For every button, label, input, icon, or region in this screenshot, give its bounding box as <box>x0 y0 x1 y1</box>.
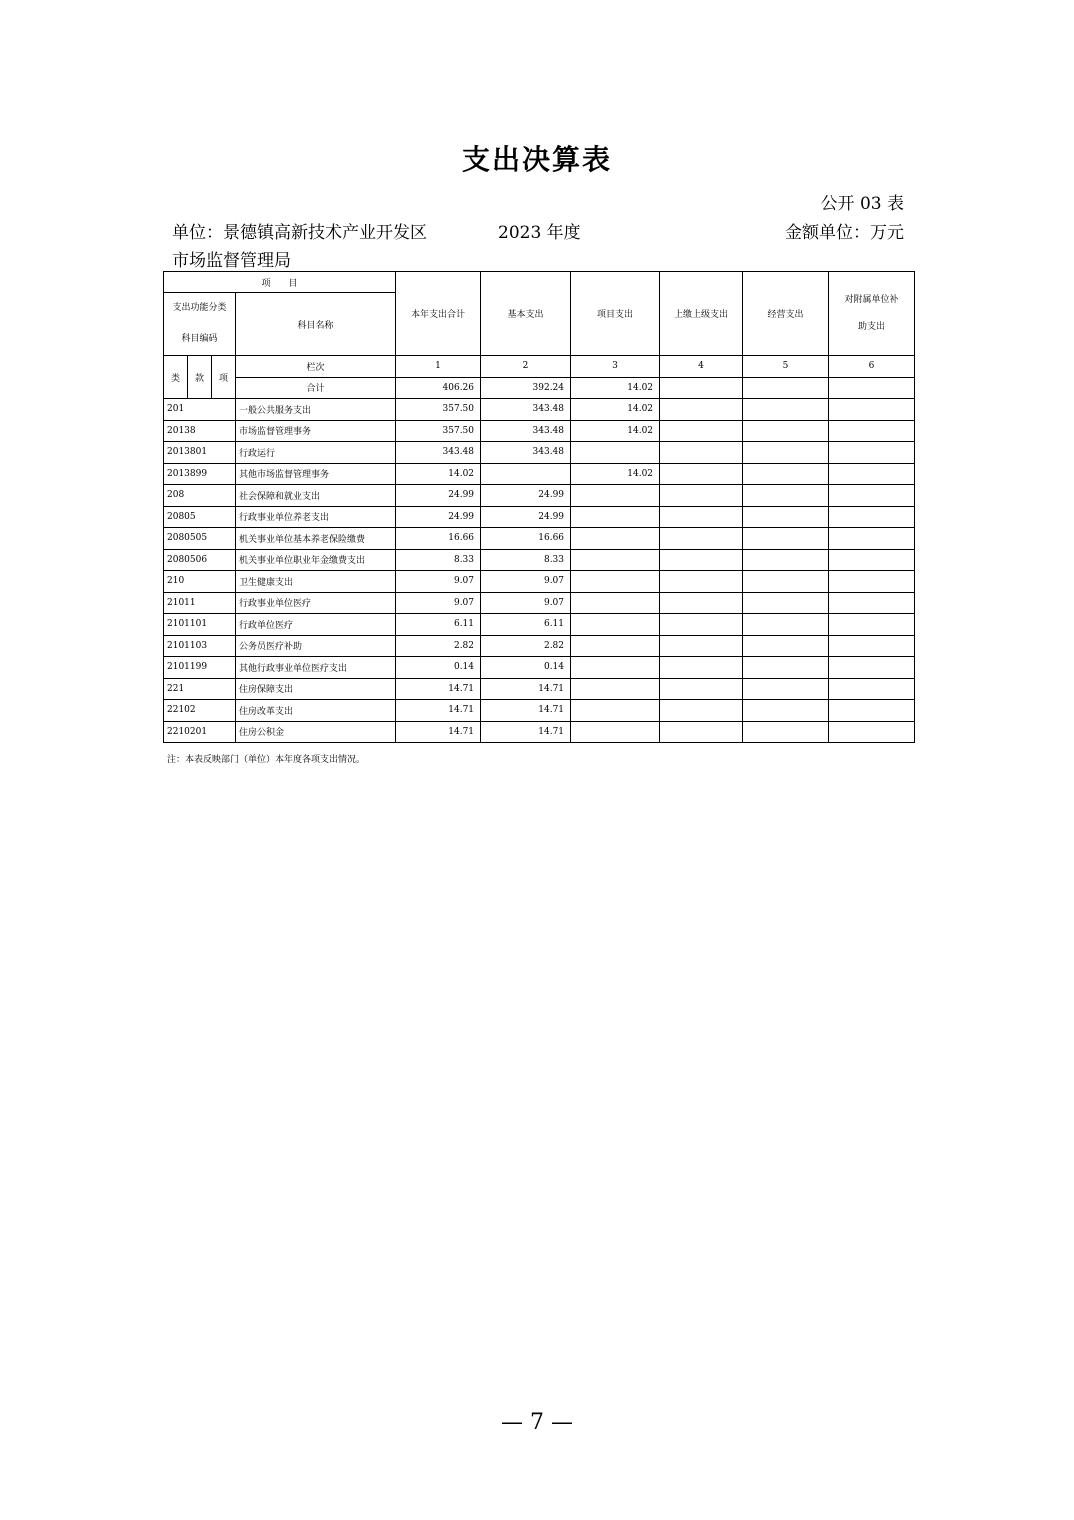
row-upper <box>660 635 743 657</box>
table-row <box>164 399 915 421</box>
header-subsidy-line2: 助支出 <box>858 321 886 332</box>
row-project: 14.02 <box>571 420 660 442</box>
row-project <box>571 442 660 464</box>
table-row <box>164 721 915 743</box>
row-subject-name: 其他市场监督管理事务 <box>236 463 396 485</box>
row-subsidy <box>829 485 915 507</box>
sum-row <box>164 377 915 399</box>
table-row <box>164 528 915 550</box>
row-subject-name: 机关事业单位基本养老保险缴费 <box>236 528 396 550</box>
row-upper <box>660 592 743 614</box>
row-code: 20138 <box>164 420 236 442</box>
row-project <box>571 700 660 722</box>
row-basic: 343.48 <box>481 442 571 464</box>
row-total: 14.71 <box>396 678 481 700</box>
row-subject-name: 住房保障支出 <box>236 678 396 700</box>
row-total: 14.02 <box>396 463 481 485</box>
row-business <box>743 528 829 550</box>
row-business <box>743 485 829 507</box>
col-num-6: 6 <box>829 356 915 378</box>
row-project <box>571 614 660 636</box>
table-row <box>164 485 915 507</box>
page-title: 支出决算表 <box>461 143 612 176</box>
row-basic: 343.48 <box>481 399 571 421</box>
row-upper <box>660 485 743 507</box>
row-subsidy <box>829 506 915 528</box>
row-subject-name: 行政运行 <box>236 442 396 464</box>
sum-upper <box>660 377 743 399</box>
col-num-5: 5 <box>743 356 829 378</box>
table-row <box>164 614 915 636</box>
row-basic: 24.99 <box>481 485 571 507</box>
row-business <box>743 657 829 679</box>
row-basic: 9.07 <box>481 592 571 614</box>
row-business <box>743 549 829 571</box>
row-code: 201 <box>164 399 236 421</box>
row-business <box>743 463 829 485</box>
row-subject-name: 一般公共服务支出 <box>236 399 396 421</box>
header-kuan: 款 <box>188 356 212 399</box>
row-subsidy <box>829 420 915 442</box>
header-subsidy <box>829 272 915 356</box>
row-basic: 8.33 <box>481 549 571 571</box>
row-total: 6.11 <box>396 614 481 636</box>
header-basic: 基本支出 <box>481 272 571 356</box>
expenditure-table <box>163 271 915 743</box>
row-subsidy <box>829 442 915 464</box>
row-subsidy <box>829 657 915 679</box>
row-upper <box>660 614 743 636</box>
row-total: 24.99 <box>396 485 481 507</box>
row-upper <box>660 442 743 464</box>
row-basic: 0.14 <box>481 657 571 679</box>
row-subsidy <box>829 635 915 657</box>
row-code: 2080506 <box>164 549 236 571</box>
row-total: 9.07 <box>396 571 481 593</box>
row-subsidy <box>829 463 915 485</box>
unit-label-line2: 市场监督管理局 <box>172 251 291 271</box>
table-row <box>164 420 915 442</box>
row-business <box>743 721 829 743</box>
row-code: 2210201 <box>164 721 236 743</box>
row-code: 20805 <box>164 506 236 528</box>
row-basic: 6.11 <box>481 614 571 636</box>
row-upper <box>660 657 743 679</box>
row-subsidy <box>829 678 915 700</box>
page-number: — 7 — <box>501 1410 573 1435</box>
row-project: 14.02 <box>571 463 660 485</box>
row-project <box>571 571 660 593</box>
row-subject-name: 行政事业单位医疗 <box>236 592 396 614</box>
row-upper <box>660 463 743 485</box>
header-row-3 <box>164 356 915 378</box>
header-row-1 <box>164 272 915 293</box>
row-basic: 9.07 <box>481 571 571 593</box>
sum-project: 14.02 <box>571 377 660 399</box>
row-total: 357.50 <box>396 399 481 421</box>
row-upper <box>660 721 743 743</box>
row-code: 2013801 <box>164 442 236 464</box>
row-business <box>743 399 829 421</box>
table-row <box>164 657 915 679</box>
row-subsidy <box>829 528 915 550</box>
row-total: 14.71 <box>396 700 481 722</box>
row-business <box>743 571 829 593</box>
header-lei: 类 <box>164 356 188 399</box>
row-code: 2101101 <box>164 614 236 636</box>
header-business: 经营支出 <box>743 272 829 356</box>
table-row <box>164 635 915 657</box>
row-project <box>571 635 660 657</box>
row-code: 22102 <box>164 700 236 722</box>
row-upper <box>660 399 743 421</box>
row-project <box>571 657 660 679</box>
row-basic: 343.48 <box>481 420 571 442</box>
fiscal-year: 2023 年度 <box>498 223 581 243</box>
row-code: 210 <box>164 571 236 593</box>
header-func-code <box>164 293 236 356</box>
row-upper <box>660 528 743 550</box>
table-row <box>164 571 915 593</box>
row-project <box>571 549 660 571</box>
amount-unit: 金额单位：万元 <box>785 223 904 243</box>
row-business <box>743 506 829 528</box>
row-subject-name: 住房公积金 <box>236 721 396 743</box>
row-subject-name: 其他行政事业单位医疗支出 <box>236 657 396 679</box>
row-basic: 16.66 <box>481 528 571 550</box>
sum-label: 合计 <box>236 377 396 399</box>
row-project <box>571 528 660 550</box>
table-row <box>164 442 915 464</box>
row-subject-name: 市场监督管理事务 <box>236 420 396 442</box>
row-code: 2080505 <box>164 528 236 550</box>
row-subject-name: 行政单位医疗 <box>236 614 396 636</box>
row-subject-name: 卫生健康支出 <box>236 571 396 593</box>
row-upper <box>660 506 743 528</box>
header-xiang: 项 <box>212 356 236 399</box>
col-num-4: 4 <box>660 356 743 378</box>
row-total: 14.71 <box>396 721 481 743</box>
row-basic: 14.71 <box>481 678 571 700</box>
row-total: 8.33 <box>396 549 481 571</box>
col-num-2: 2 <box>481 356 571 378</box>
header-upper: 上缴上级支出 <box>660 272 743 356</box>
row-subsidy <box>829 549 915 571</box>
row-project <box>571 485 660 507</box>
col-num-1: 1 <box>396 356 481 378</box>
sum-business <box>743 377 829 399</box>
table-row <box>164 463 915 485</box>
row-subject-name: 行政事业单位养老支出 <box>236 506 396 528</box>
row-code: 21011 <box>164 592 236 614</box>
row-subject-name: 住房改革支出 <box>236 700 396 722</box>
row-subject-name: 社会保障和就业支出 <box>236 485 396 507</box>
row-code: 221 <box>164 678 236 700</box>
table-row <box>164 700 915 722</box>
col-num-3: 3 <box>571 356 660 378</box>
row-upper <box>660 700 743 722</box>
row-business <box>743 442 829 464</box>
row-upper <box>660 571 743 593</box>
sum-basic: 392.24 <box>481 377 571 399</box>
table-row <box>164 592 915 614</box>
header-func-code-line1: 支出功能分类 <box>172 303 227 313</box>
row-total: 16.66 <box>396 528 481 550</box>
table-row <box>164 506 915 528</box>
row-basic <box>481 463 571 485</box>
row-project <box>571 721 660 743</box>
row-code: 2013899 <box>164 463 236 485</box>
sum-subsidy <box>829 377 915 399</box>
header-project: 项 目 <box>164 272 396 293</box>
row-subsidy <box>829 614 915 636</box>
row-subsidy <box>829 592 915 614</box>
row-total: 2.82 <box>396 635 481 657</box>
row-subsidy <box>829 721 915 743</box>
header-subject-name: 科目名称 <box>236 293 396 356</box>
header-func-code-line2: 科目编码 <box>181 334 218 344</box>
row-subsidy <box>829 700 915 722</box>
row-business <box>743 635 829 657</box>
row-project: 14.02 <box>571 399 660 421</box>
row-total: 9.07 <box>396 592 481 614</box>
row-basic: 2.82 <box>481 635 571 657</box>
row-upper <box>660 678 743 700</box>
row-total: 343.48 <box>396 442 481 464</box>
unit-label: 单位：景德镇高新技术产业开发区 <box>172 223 427 243</box>
row-code: 2101199 <box>164 657 236 679</box>
row-business <box>743 700 829 722</box>
row-project <box>571 506 660 528</box>
row-basic: 24.99 <box>481 506 571 528</box>
row-business <box>743 592 829 614</box>
row-subsidy <box>829 571 915 593</box>
row-total: 357.50 <box>396 420 481 442</box>
row-project <box>571 678 660 700</box>
row-business <box>743 678 829 700</box>
header-subsidy-line1: 对附属单位补 <box>844 294 899 305</box>
sum-total: 406.26 <box>396 377 481 399</box>
row-upper <box>660 420 743 442</box>
row-upper <box>660 549 743 571</box>
header-column-no: 栏次 <box>236 356 396 378</box>
header-total: 本年支出合计 <box>396 272 481 356</box>
row-business <box>743 614 829 636</box>
row-subsidy <box>829 399 915 421</box>
row-subject-name: 机关事业单位职业年金缴费支出 <box>236 549 396 571</box>
table-note: 注：本表反映部门（单位）本年度各项支出情况。 <box>167 755 366 765</box>
row-project <box>571 592 660 614</box>
table-row <box>164 549 915 571</box>
form-code: 公开 03 表 <box>820 194 904 214</box>
row-subject-name: 公务员医疗补助 <box>236 635 396 657</box>
row-business <box>743 420 829 442</box>
row-basic: 14.71 <box>481 721 571 743</box>
row-total: 24.99 <box>396 506 481 528</box>
table-row <box>164 678 915 700</box>
row-code: 2101103 <box>164 635 236 657</box>
row-code: 208 <box>164 485 236 507</box>
row-total: 0.14 <box>396 657 481 679</box>
row-basic: 14.71 <box>481 700 571 722</box>
header-project-exp: 项目支出 <box>571 272 660 356</box>
